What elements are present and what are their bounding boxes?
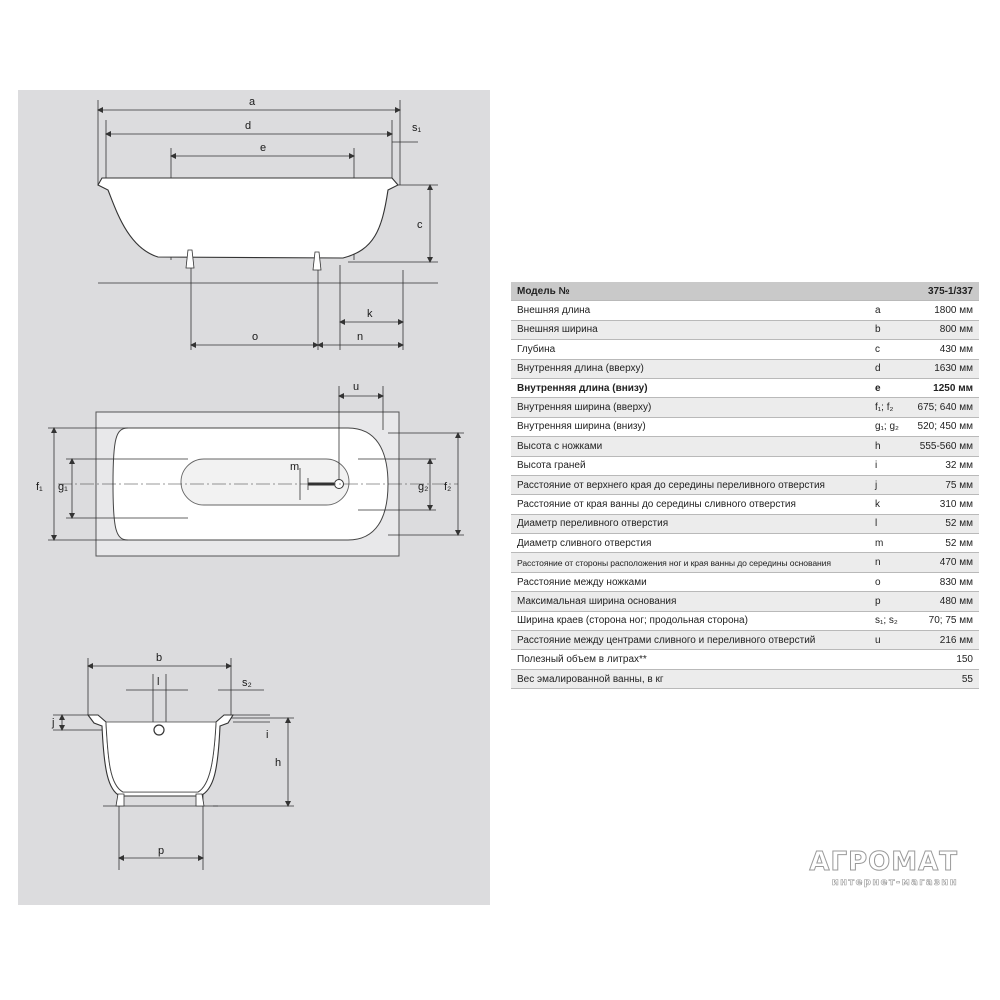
table-row xyxy=(511,457,979,476)
row-letter: e xyxy=(875,382,881,394)
table-row xyxy=(511,379,979,398)
row-letter: g₁; g₂ xyxy=(875,421,899,433)
row-value: 52 мм xyxy=(945,537,973,549)
row-letter: s₁; s₂ xyxy=(875,615,898,627)
dim-label-d: d xyxy=(245,120,252,132)
specification-rows xyxy=(511,301,979,689)
dim-label-s1: s₁ xyxy=(412,122,422,134)
table-row xyxy=(511,437,979,456)
row-label: Диаметр сливного отверстия xyxy=(517,537,652,549)
row-label: Ширина краев (сторона ног; продольная сторона) xyxy=(517,615,748,627)
row-label: Расстояние от края ванны до середины сливного отверстия xyxy=(517,498,796,510)
table-row xyxy=(511,650,979,669)
row-label: Высота с ножками xyxy=(517,440,603,452)
dim-label-o: o xyxy=(252,331,259,343)
row-letter: j xyxy=(875,479,878,491)
row-letter: n xyxy=(875,557,881,569)
row-value: 675; 640 мм xyxy=(917,402,973,414)
row-letter: u xyxy=(875,634,881,646)
row-value: 1630 мм xyxy=(934,363,973,375)
row-value: 430 мм xyxy=(939,343,973,355)
row-label: Внутренняя ширина (внизу) xyxy=(517,421,646,433)
table-header-row xyxy=(511,282,979,301)
row-letter: f₁; f₂ xyxy=(875,402,894,414)
table-row xyxy=(511,631,979,650)
row-value: 480 мм xyxy=(939,595,973,607)
dim-label-k: k xyxy=(367,308,373,320)
logo-main-text: АГРОМАТ xyxy=(809,847,958,877)
row-label: Расстояние от стороны расположения ног и края ванны до середины основания xyxy=(517,557,831,568)
dim-label-m: m xyxy=(290,461,300,473)
table-row xyxy=(511,670,979,689)
row-label: Внутренняя длина (вверху) xyxy=(517,363,644,375)
row-label: Полезный объем в литрах** xyxy=(517,654,647,666)
table-row xyxy=(511,515,979,534)
row-letter: m xyxy=(875,537,884,549)
row-letter: h xyxy=(875,440,881,452)
row-label: Внутренняя ширина (вверху) xyxy=(517,402,652,414)
row-label: Высота граней xyxy=(517,460,586,472)
dim-label-c: c xyxy=(417,219,423,231)
dim-label-b: b xyxy=(156,652,163,664)
table-row xyxy=(511,398,979,417)
row-letter: b xyxy=(875,324,881,336)
logo-sub-text: интернет-магазин xyxy=(831,877,958,888)
dim-label-g1: g₁ xyxy=(58,481,68,493)
row-value: 150 xyxy=(956,654,973,666)
row-letter: p xyxy=(875,595,881,607)
row-label: Внешняя ширина xyxy=(517,324,598,336)
dim-label-u: u xyxy=(353,381,360,393)
row-value: 55 xyxy=(961,673,973,685)
dim-label-e: e xyxy=(260,142,267,154)
row-value: 1800 мм xyxy=(934,305,973,317)
row-letter: a xyxy=(875,305,881,317)
dim-label-i: i xyxy=(266,729,269,741)
row-value: 800 мм xyxy=(939,324,973,336)
dim-label-a: a xyxy=(249,96,256,108)
row-label: Максимальная ширина основания xyxy=(517,595,677,607)
table-row xyxy=(511,573,979,592)
table-row xyxy=(511,495,979,514)
row-value: 70; 75 мм xyxy=(928,615,973,627)
specification-table xyxy=(511,282,979,689)
row-label: Расстояние от верхнего края до середины переливного отверстия xyxy=(517,479,825,491)
row-label: Внешняя длина xyxy=(517,305,591,317)
header-label: Модель № xyxy=(517,285,570,297)
table-row xyxy=(511,360,979,379)
row-value: 520; 450 мм xyxy=(917,421,973,433)
bathtub-technical-drawing xyxy=(18,90,490,905)
top-view xyxy=(48,386,464,556)
dim-label-f1: f₁ xyxy=(36,481,43,493)
end-view-tub xyxy=(88,715,233,806)
row-value: 830 мм xyxy=(939,576,973,588)
row-value: 1250 мм xyxy=(933,382,973,394)
row-letter: c xyxy=(875,343,880,355)
row-letter: l xyxy=(875,518,878,530)
table-row xyxy=(511,340,979,359)
dim-label-n: n xyxy=(357,331,364,343)
row-value: 470 мм xyxy=(939,557,973,569)
dim-label-l: l xyxy=(157,676,160,688)
table-row xyxy=(511,592,979,611)
dim-label-j: j xyxy=(52,717,55,729)
table-row xyxy=(511,553,979,572)
row-value: 32 мм xyxy=(945,460,973,472)
side-view-tub xyxy=(98,178,398,270)
row-label: Диаметр переливного отверстия xyxy=(517,518,669,530)
dim-label-g2: g₂ xyxy=(418,481,429,493)
agromat-logo xyxy=(788,847,968,895)
row-value: 75 мм xyxy=(945,479,973,491)
row-label: Вес эмалированной ванны, в кг xyxy=(517,673,664,685)
table-row xyxy=(511,612,979,631)
row-label: Расстояние между ножками xyxy=(517,576,647,588)
table-row xyxy=(511,534,979,553)
table-row xyxy=(511,476,979,495)
technical-drawing-panel xyxy=(18,90,490,905)
row-letter: d xyxy=(875,363,881,375)
row-letter: o xyxy=(875,576,881,588)
row-value: 310 мм xyxy=(939,498,973,510)
dim-label-p: p xyxy=(158,845,165,857)
row-value: 555-560 мм xyxy=(919,440,973,452)
row-label: Внутренняя длина (внизу) xyxy=(517,382,648,394)
row-letter: i xyxy=(875,460,878,472)
table-row xyxy=(511,321,979,340)
row-value: 52 мм xyxy=(945,518,973,530)
table-row xyxy=(511,301,979,320)
dim-label-h: h xyxy=(275,757,282,769)
dim-label-s2: s₂ xyxy=(242,677,252,689)
row-letter: k xyxy=(875,498,880,510)
dim-label-f2: f₂ xyxy=(444,481,452,493)
row-label: Расстояние между центрами сливного и переливного отверстий xyxy=(517,634,816,646)
row-value: 216 мм xyxy=(939,634,973,646)
header-model-number: 375-1/337 xyxy=(927,285,973,297)
row-label: Глубина xyxy=(517,343,556,355)
table-row xyxy=(511,418,979,437)
